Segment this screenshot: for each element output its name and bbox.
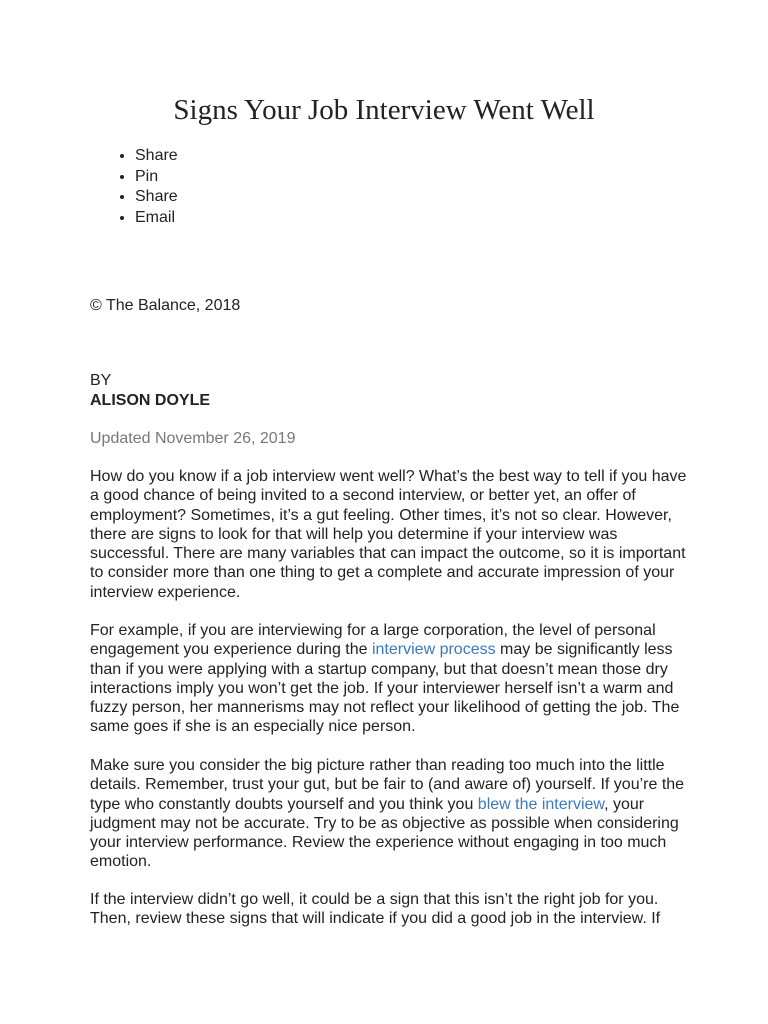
- share-list: [90, 146, 178, 229]
- interview-process-link[interactable]: interview process: [371, 641, 496, 659]
- paragraph-4: If the interview didn’t go well, it could be a sign that this isn’t the right job for you. Then, review these signs that will indicate if you did a good job in the interview. If: [90, 891, 661, 928]
- updated-date: Updated November 26, 2019: [90, 430, 296, 447]
- page-title: Signs Your Job Interview Went Well: [173, 94, 595, 126]
- byline: [90, 371, 210, 411]
- blew-the-interview-link[interactable]: blew the interview: [477, 795, 605, 813]
- author-name: ALISON DOYLE: [90, 392, 211, 409]
- share-item-email[interactable]: • Email: [135, 208, 178, 229]
- share-item-share[interactable]: • Share: [135, 146, 178, 167]
- paragraph-2: For example, if you are interviewing for a large corporation, the level of personal engagement you experience during the interview process may be significantly less than if you were applying with a startup company, but that doesn’t mean those dry interactions imply you won’t get the job. If your interviewer herself isn’t a warm and fuzzy person, her mannerisms may not reflect your likelihood of getting the job. The same goes if she is an especially nice person.: [90, 622, 680, 736]
- byline-label: BY: [90, 372, 112, 389]
- paragraph-1: How do you know if a job interview went well? What’s the best way to tell if you have a good chance of being invited to a second interview, or better yet, an offer of employment? Sometimes, it’s a gut feeling. Other times, it’s not so clear. However, there are signs to look for that will help you determine if your interview was successful. There are many variables that can impact the outcome, so it is important to consider more than one thing to get a complete and accurate impression of your interview experience.: [90, 468, 687, 601]
- paragraph-3: Make sure you consider the big picture rather than reading too much into the little details. Remember, trust your gut, but be fair to (and aware of) yourself. If you’re the type who constantly doubts yourself and you think you blew the interview, your judgment may not be accurate. Try to be as objective as possible when considering your interview performance. Review the experience without engaging in too much emotion.: [90, 757, 685, 871]
- share-item-pin[interactable]: • Pin: [135, 167, 178, 188]
- share-item-share-2[interactable]: • Share: [135, 187, 178, 208]
- image-credit: © The Balance, 2018: [90, 297, 241, 314]
